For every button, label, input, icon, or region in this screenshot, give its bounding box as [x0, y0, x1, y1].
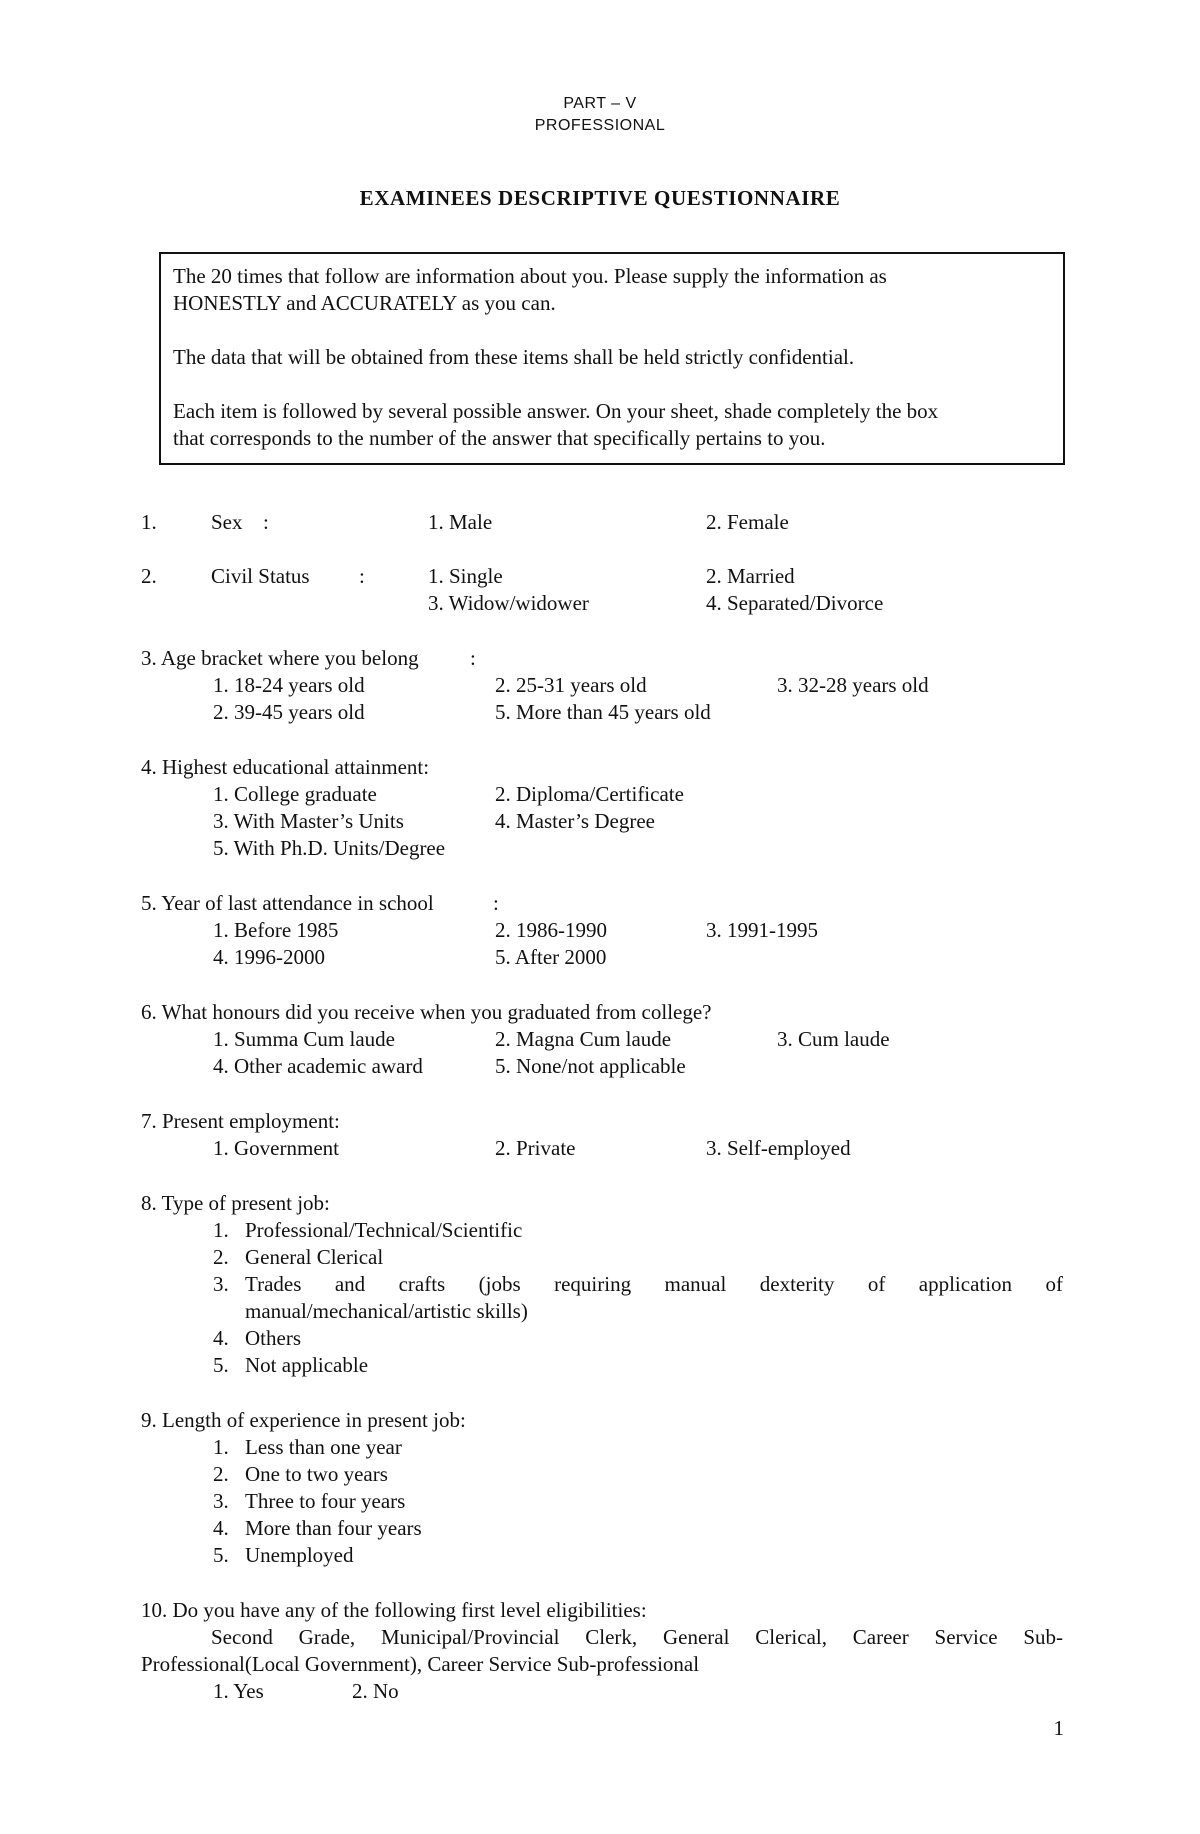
answer-option: 1. Yes [213, 1679, 264, 1703]
list-item-number: 2. [213, 1245, 229, 1269]
answer-option: 4. 1996-2000 [213, 945, 325, 969]
answer-option: 2. Magna Cum laude [495, 1027, 672, 1051]
list-item-text: Three to four years [245, 1489, 406, 1513]
page-number: 1 [1053, 1716, 1064, 1740]
answer-option: 5. With Ph.D. Units/Degree [213, 836, 446, 860]
answer-option: 5. None/not applicable [495, 1054, 686, 1078]
answer-option: 5. After 2000 [495, 945, 607, 969]
instructions-line: Each item is followed by several possible answer. On your sheet, shade completely the box [173, 399, 939, 423]
question-text: 10. Do you have any of the following first level eligibilities: [141, 1598, 647, 1622]
answer-option: 2. No [352, 1679, 399, 1703]
list-item-number: 5. [213, 1353, 229, 1377]
list-item-text: General Clerical [245, 1245, 384, 1269]
list-item-text: More than four years [245, 1516, 422, 1540]
answer-option: 2. 1986-1990 [495, 918, 607, 942]
answer-option: 4. Separated/Divorce [706, 591, 884, 615]
part-heading: PART – V [563, 95, 637, 112]
question-text: 6. What honours did you receive when you graduated from college? [141, 1000, 712, 1024]
list-item-number: 3. [213, 1489, 229, 1513]
answer-option: 3. 1991-1995 [706, 918, 818, 942]
list-item-number: 2. [213, 1462, 229, 1486]
answer-option: 1. Male [428, 510, 493, 534]
question-text: 3. Age bracket where you belong [141, 646, 419, 670]
answer-option: 2. 25-31 years old [495, 673, 647, 697]
answer-option: 3. Self-employed [706, 1136, 851, 1160]
question-colon: : [470, 646, 476, 670]
answer-option: 1. Single [428, 564, 503, 588]
list-item-number: 4. [213, 1326, 229, 1350]
answer-option: 4. Other academic award [213, 1054, 423, 1078]
question-text: 8. Type of present job: [141, 1191, 330, 1215]
list-item-number: 4. [213, 1516, 229, 1540]
list-item-text: Trades and crafts (jobs requiring manual dexterity of application of [245, 1272, 1063, 1296]
list-item-continuation: manual/mechanical/artistic skills) [245, 1299, 528, 1323]
list-item-number: 1. [213, 1435, 229, 1459]
answer-option: 3. 32-28 years old [777, 673, 929, 697]
question-label: Sex [211, 510, 243, 534]
question-number: 1. [141, 510, 157, 534]
document-title: EXAMINEES DESCRIPTIVE QUESTIONNAIRE [359, 186, 841, 210]
question-text: 7. Present employment: [141, 1109, 340, 1133]
list-item-number: 1. [213, 1218, 229, 1242]
category-heading: PROFESSIONAL [534, 117, 666, 134]
answer-option: 2. Private [495, 1136, 576, 1160]
question-label: Civil Status [211, 564, 310, 588]
instructions-line: The 20 times that follow are information about you. Please supply the information as [173, 264, 887, 288]
instructions-line: The data that will be obtained from these items shall be held strictly confidential. [173, 345, 855, 369]
question-text: 9. Length of experience in present job: [141, 1408, 466, 1432]
list-item-text: Unemployed [245, 1543, 354, 1567]
instructions-line: that corresponds to the number of the answer that specifically pertains to you. [173, 426, 826, 450]
list-item-number: 3. [213, 1272, 229, 1296]
answer-option: 1. College graduate [213, 782, 377, 806]
answer-option: 5. More than 45 years old [495, 700, 711, 724]
eligibility-list-line: Second Grade, Municipal/Provincial Clerk, General Clerical, Career Service Sub- [211, 1625, 1063, 1649]
answer-option: 1. Government [213, 1136, 339, 1160]
answer-option: 1. Before 1985 [213, 918, 339, 942]
answer-option: 3. Cum laude [777, 1027, 890, 1051]
answer-option: 2. Diploma/Certificate [495, 782, 684, 806]
list-item-number: 5. [213, 1543, 229, 1567]
list-item-text: Not applicable [245, 1353, 369, 1377]
answer-option: 1. Summa Cum laude [213, 1027, 395, 1051]
eligibility-list-line: Professional(Local Government), Career Service Sub-professional [141, 1652, 700, 1676]
answer-option: 2. Married [706, 564, 795, 588]
question-colon: : [263, 510, 269, 534]
question-colon: : [493, 891, 499, 915]
question-number: 2. [141, 564, 157, 588]
answer-option: 3. With Master’s Units [213, 809, 404, 833]
question-colon: : [359, 564, 365, 588]
answer-option: 4. Master’s Degree [495, 809, 655, 833]
list-item-text: One to two years [245, 1462, 388, 1486]
question-text: 4. Highest educational attainment: [141, 755, 430, 779]
list-item-text: Less than one year [245, 1435, 402, 1459]
answer-option: 2. 39-45 years old [213, 700, 365, 724]
answer-option: 1. 18-24 years old [213, 673, 365, 697]
question-text: 5. Year of last attendance in school [141, 891, 434, 915]
list-item-text: Others [245, 1326, 301, 1350]
instructions-line: HONESTLY and ACCURATELY as you can. [173, 291, 556, 315]
answer-option: 3. Widow/widower [428, 591, 589, 615]
list-item-text: Professional/Technical/Scientific [245, 1218, 523, 1242]
answer-option: 2. Female [706, 510, 789, 534]
